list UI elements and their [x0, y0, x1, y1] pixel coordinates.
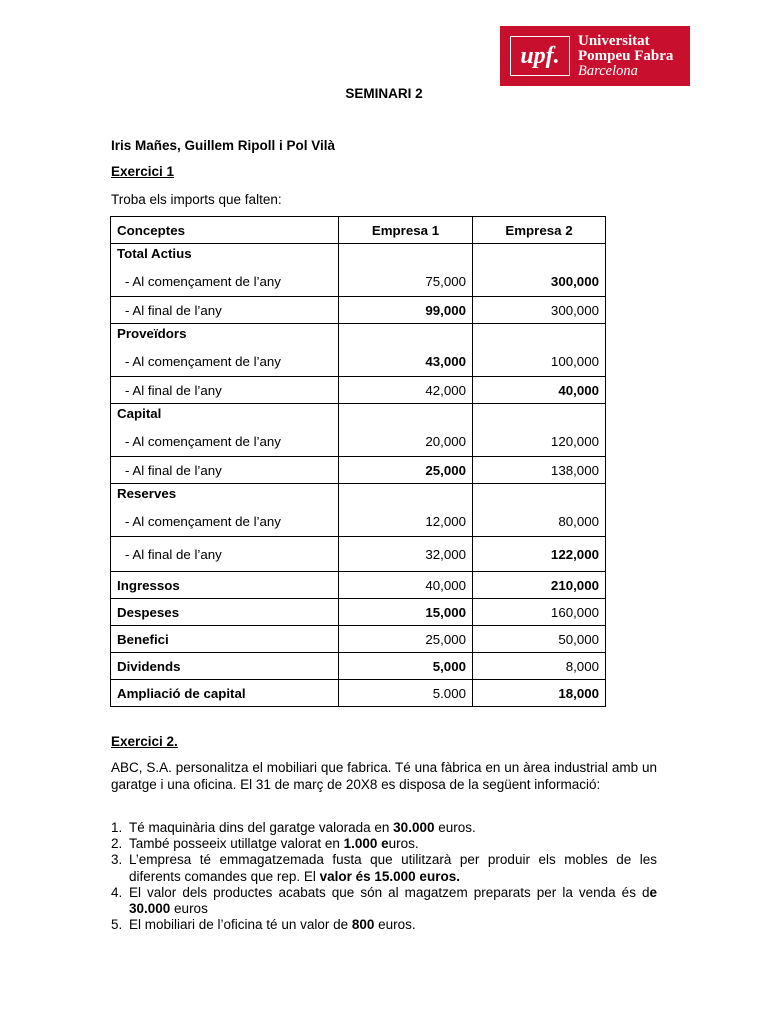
- authors: Iris Mañes, Guillem Ripoll i Pol Vilà: [111, 138, 336, 153]
- table-row: [111, 377, 606, 404]
- logo-line-2: Pompeu Fabra: [578, 47, 674, 64]
- cell-value: 160,000: [473, 599, 606, 626]
- list-item: 3. L’empresa té emmagatzemada fusta que utilitzarà per produir els mobles de les diferents comandes que rep. El valor és 15.000 euros.: [111, 852, 657, 884]
- table-row: [111, 244, 606, 297]
- exercise-2-list: [111, 820, 657, 933]
- group-label: Total Actius: [117, 246, 192, 261]
- cell-value: 300,000: [473, 297, 606, 324]
- row-label: - Al començament de l’any: [125, 434, 281, 449]
- cell-value: 25,000: [339, 626, 473, 653]
- row-label: Dividends: [111, 653, 339, 680]
- row-label: Despeses: [111, 599, 339, 626]
- table-row: [111, 404, 606, 457]
- row-label: - Al començament de l’any: [125, 354, 281, 369]
- cell-value: 5.000: [339, 680, 473, 707]
- cell-value: 43,000: [339, 324, 473, 377]
- row-label: - Al començament de l’any: [125, 514, 281, 529]
- list-item: 1. Té maquinària dins del garatge valorada en 30.000 euros.: [111, 820, 476, 835]
- row-label: Ampliació de capital: [111, 680, 339, 707]
- cell-value: 100,000: [473, 324, 606, 377]
- document-title: SEMINARI 2: [345, 86, 423, 101]
- cell-value: 25,000: [339, 457, 473, 484]
- cell-value: 18,000: [473, 680, 606, 707]
- group-label: Reserves: [117, 486, 177, 501]
- list-item: 2. També posseeix utillatge valorat en 1.000 euros.: [111, 836, 419, 852]
- group-label: Capital: [117, 406, 162, 421]
- list-item: 5. El mobiliari de l’oficina té un valor de 800 euros.: [111, 917, 416, 933]
- cell-value: 32,000: [339, 537, 473, 572]
- row-label: - Al final de l’any: [111, 297, 339, 324]
- col-header-concepts: Conceptes: [111, 217, 339, 244]
- cell-value: 138,000: [473, 457, 606, 484]
- cell-value: 122,000: [473, 537, 606, 572]
- col-header-company-2: Empresa 2: [473, 217, 606, 244]
- cell-value: 80,000: [473, 484, 606, 537]
- amounts-table: [110, 216, 606, 707]
- upf-logo-text: [578, 34, 673, 79]
- cell-value: 50,000: [473, 626, 606, 653]
- cell-value: 210,000: [473, 572, 606, 599]
- cell-value: 20,000: [339, 404, 473, 457]
- cell-value: 300,000: [473, 244, 606, 297]
- cell-value: 75,000: [339, 244, 473, 297]
- table-row: [111, 457, 606, 484]
- cell-value: 99,000: [339, 297, 473, 324]
- cell-value: 8,000: [473, 653, 606, 680]
- cell-value: 15,000: [339, 599, 473, 626]
- cell-value: 40,000: [473, 377, 606, 404]
- upf-logo-mark: upf.: [510, 36, 570, 76]
- row-label: - Al final de l’any: [111, 537, 339, 572]
- group-label: Proveïdors: [117, 326, 187, 341]
- table-row: [111, 572, 606, 599]
- cell-value: 40,000: [339, 572, 473, 599]
- cell-value: 120,000: [473, 404, 606, 457]
- list-item: 4. El valor dels productes acabats que són al magatzem preparats per la venda és de 30.000 euros: [111, 884, 657, 917]
- cell-value: 12,000: [339, 484, 473, 537]
- table-row: [111, 324, 606, 377]
- cell-value: 42,000: [339, 377, 473, 404]
- table-row: [111, 680, 606, 707]
- table-header-row: [111, 217, 606, 244]
- exercise-2-paragraph: ABC, S.A. personalitza el mobiliari que fabrica. Té una fàbrica en un àrea industrial amb un garatge i una oficina. El 31 de març de 20X8 es disposa de la següent informació:: [111, 760, 657, 792]
- table-row: [111, 599, 606, 626]
- cell-value: 5,000: [339, 653, 473, 680]
- row-label: Benefici: [111, 626, 339, 653]
- table-row: [111, 537, 606, 572]
- upf-logo: [500, 26, 690, 86]
- table-row: [111, 297, 606, 324]
- logo-line-3: Barcelona: [578, 62, 638, 79]
- table-row: [111, 484, 606, 537]
- exercise-2-heading: Exercici 2.: [111, 734, 178, 749]
- table-row: [111, 626, 606, 653]
- exercise-1-heading: Exercici 1: [111, 164, 175, 179]
- row-label: Ingressos: [111, 572, 339, 599]
- exercise-1-intro: Troba els imports que falten:: [111, 192, 282, 207]
- table-row: [111, 653, 606, 680]
- row-label: - Al començament de l’any: [125, 274, 281, 289]
- row-label: - Al final de l’any: [111, 377, 339, 404]
- logo-line-1: Universitat: [578, 32, 650, 49]
- col-header-company-1: Empresa 1: [339, 217, 473, 244]
- row-label: - Al final de l’any: [111, 457, 339, 484]
